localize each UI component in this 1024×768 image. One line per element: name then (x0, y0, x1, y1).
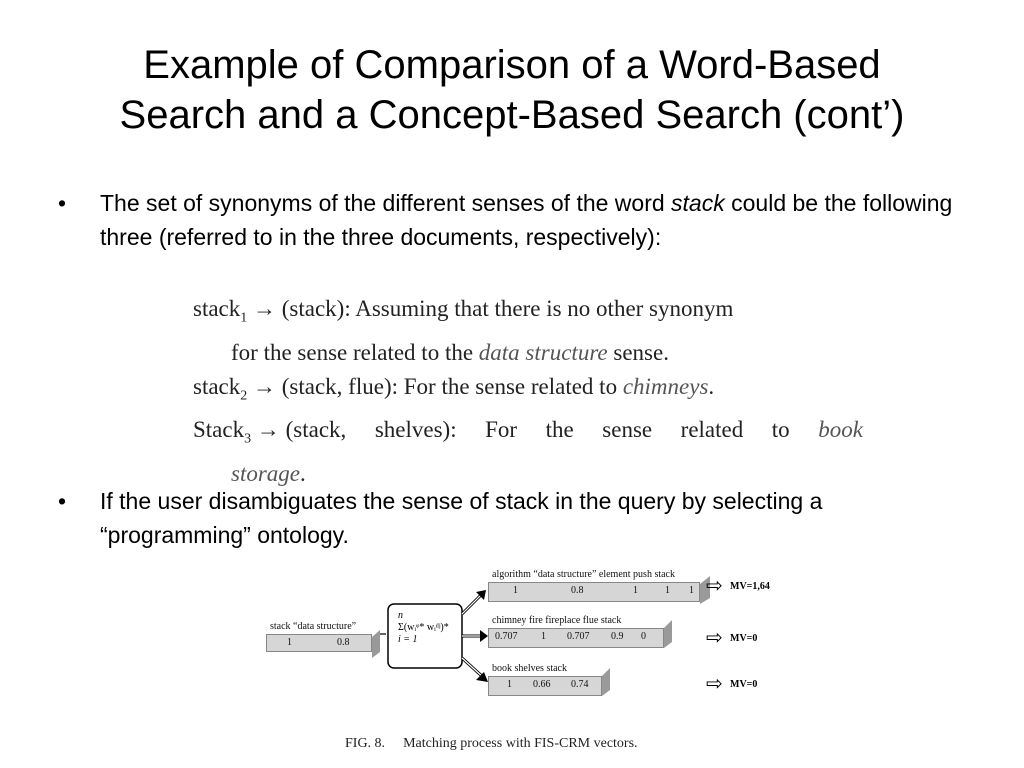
formula-top: n (398, 610, 403, 621)
formula-bottom: i = 1 (398, 634, 418, 645)
bullet-disambiguate (58, 484, 978, 552)
doc-value: 0.74 (571, 679, 589, 690)
title-line-1: Example of Comparison of a Word-Based (143, 43, 881, 87)
query-vector (266, 620, 372, 652)
result-arrow-icon: ⇨ (706, 575, 723, 597)
result-arrow-icon: ⇨ (706, 673, 723, 695)
bullet-text-pre: The set of synonyms of the different senses of the word (100, 190, 672, 216)
query-value: 0.8 (337, 637, 350, 648)
synonym-stack-1-cont: for the sense related to the data structure sense. (231, 339, 669, 365)
doc-vector-values (488, 582, 700, 602)
synonym-stack-3: Stack$_3$ → (stack, shelves): For the sense related to book (193, 417, 863, 447)
doc-value: 1 (513, 585, 518, 596)
doc-vector-values (488, 676, 602, 696)
doc-vector-3 (488, 662, 602, 696)
slide-title (0, 40, 1024, 140)
doc-value: 1 (633, 585, 638, 596)
bullet-text-emphasis: stack (671, 190, 725, 216)
result-arrow-icon: ⇨ (706, 627, 723, 649)
doc-vector-header: book shelves stack (492, 663, 567, 674)
synonym-list (193, 292, 873, 491)
similarity-formula (398, 610, 449, 646)
bullet-text (100, 186, 978, 254)
figure-caption-number: FIG. 8. (345, 736, 386, 751)
doc-value: 1 (665, 585, 670, 596)
figure-caption-text: Matching process with FIS-CRM vectors. (403, 736, 638, 751)
doc-vector-1 (488, 568, 700, 602)
bullet-text: If the user disambiguates the sense of stack in the query by selecting a “programming” ontology. (100, 488, 823, 548)
synonym-stack-3-cont: storage. (231, 460, 306, 486)
figure-caption (345, 736, 638, 752)
doc-value: 0.707 (567, 631, 590, 642)
formula-sum: Σ(wᵢᵠ* wᵢᵈʲ)* (398, 622, 449, 633)
query-value: 1 (287, 637, 292, 648)
doc-value: 0.707 (495, 631, 518, 642)
title-line-2: Search and a Concept-Based Search (cont’) (119, 93, 905, 137)
doc-vector-header: algorithm “data structure” element push stack (492, 569, 675, 580)
doc-vector-2 (488, 614, 664, 648)
doc-value: 0.9 (611, 631, 624, 642)
doc-value: 0 (641, 631, 646, 642)
match-value: MV=1,64 (730, 581, 770, 592)
bullet-marker: • (58, 190, 67, 216)
doc-value: 1 (507, 679, 512, 690)
doc-value: 1 (689, 585, 694, 596)
doc-value: 0.66 (533, 679, 551, 690)
bullet-text-post: could be the following three (referred to in the three documents, respectively): (100, 190, 953, 250)
synonym-stack-2: stack$_2$ → (stack, flue): For the sense related to chimneys. (193, 373, 715, 404)
doc-vector-values (488, 628, 664, 648)
doc-vector-header: chimney fire fireplace flue stack (492, 615, 622, 626)
bullet-synonyms (58, 186, 978, 254)
synonym-stack-1: stack$_1$ → (stack): Assuming that there is no other synonym (193, 296, 734, 326)
doc-value: 0.8 (571, 585, 584, 596)
match-value: MV=0 (730, 633, 758, 644)
query-vector-values (266, 634, 372, 652)
match-value: MV=0 (730, 679, 758, 690)
bullet-marker: • (58, 488, 67, 514)
doc-value: 1 (541, 631, 546, 642)
query-vector-header: stack “data structure” (270, 621, 357, 632)
